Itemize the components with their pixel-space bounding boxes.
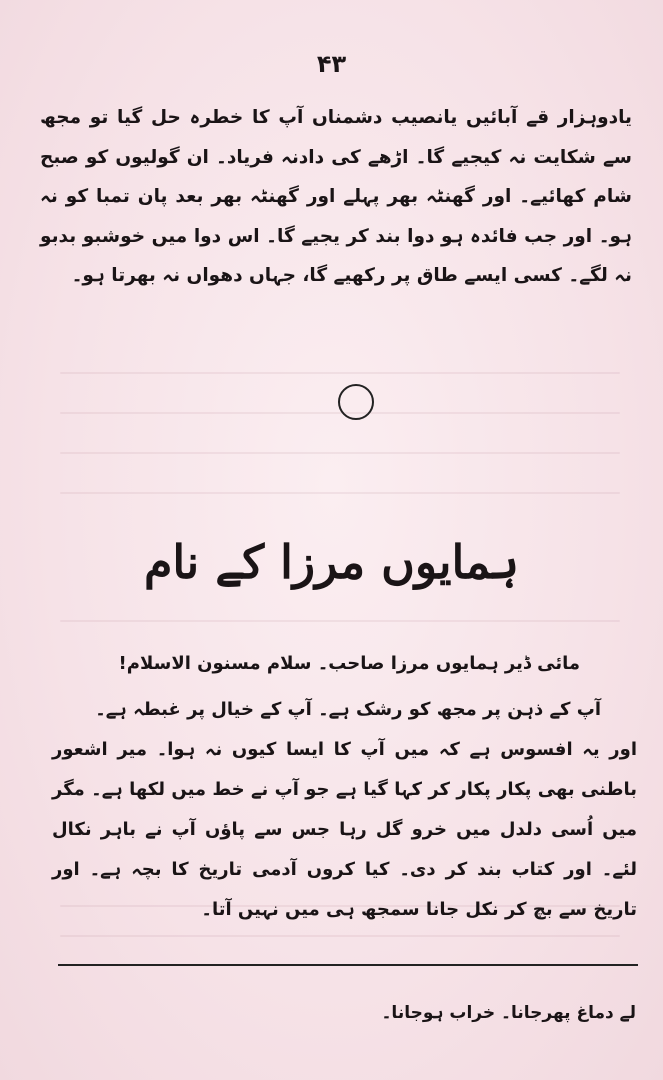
top-paragraph: یادوہزار قے آبائیں یانصیب دشمناں آپ کا خطرہ حل گیا تو مجھ سے شکایت نہ کیجیے گا۔ اڑھے کی دادنہ فریاد۔ ان گولیوں کو صبح شام کھائیے۔ اور گھنٹہ بھر پہلے اور گھنٹہ بھر بعد پان تمبا کو نہ ہو۔ اور جب فائدہ ہو دوا بند کر یجیے گا۔ اس دوا میں خوشبو بدبو نہ لگے۔ کسی ایسے طاق پر رکھیے گا، جہاں دھواں نہ بھرتا ہو۔ xyxy=(40,107,632,286)
footnote-divider xyxy=(58,964,638,966)
section-separator-circle xyxy=(338,384,374,420)
letter-salutation: مائی ڈیر ہمایوں مرزا صاحب۔ سلام مسنون الاسلام! xyxy=(118,653,580,674)
letter-heading: ہمایوں مرزا کے نام xyxy=(143,535,520,589)
bleed-through-line xyxy=(60,452,620,454)
bleed-through-line xyxy=(60,620,620,622)
bleed-through-line xyxy=(60,372,620,374)
letter-body-text: اور یہ افسوس ہے کہ میں آپ کا ایسا کیوں نہ ہوا۔ میر اشعور باطنی بھی پکار پکار کر کہا گیا ہے جو آپ نے خط میں لکھا ہے۔ مگر میں اُسی دلدل میں خرو گل رہا جس سے پاؤں آپ نے باہر نکال لئے۔ اور کتاب بند کر دی۔ کیا کروں آدمی تاریخ کا بچہ ہے۔ اور تاریخ سے بچ کر نکل جانا سمجھ ہی میں نہیں آتا۔ xyxy=(52,739,637,920)
bleed-through-line xyxy=(60,412,620,414)
bleed-through-line xyxy=(60,492,620,494)
letter-first-line: آپ کے ذہن پر مجھ کو رشک ہے۔ آپ کے خیال پر غبطہ ہے۔ xyxy=(95,699,601,720)
bleed-through-line xyxy=(60,935,620,937)
page-number: ۴۳ xyxy=(316,50,347,78)
letter-body xyxy=(52,690,637,930)
footnote: لے دماغ پھرجانا۔ خراب ہوجانا۔ xyxy=(381,1003,636,1023)
